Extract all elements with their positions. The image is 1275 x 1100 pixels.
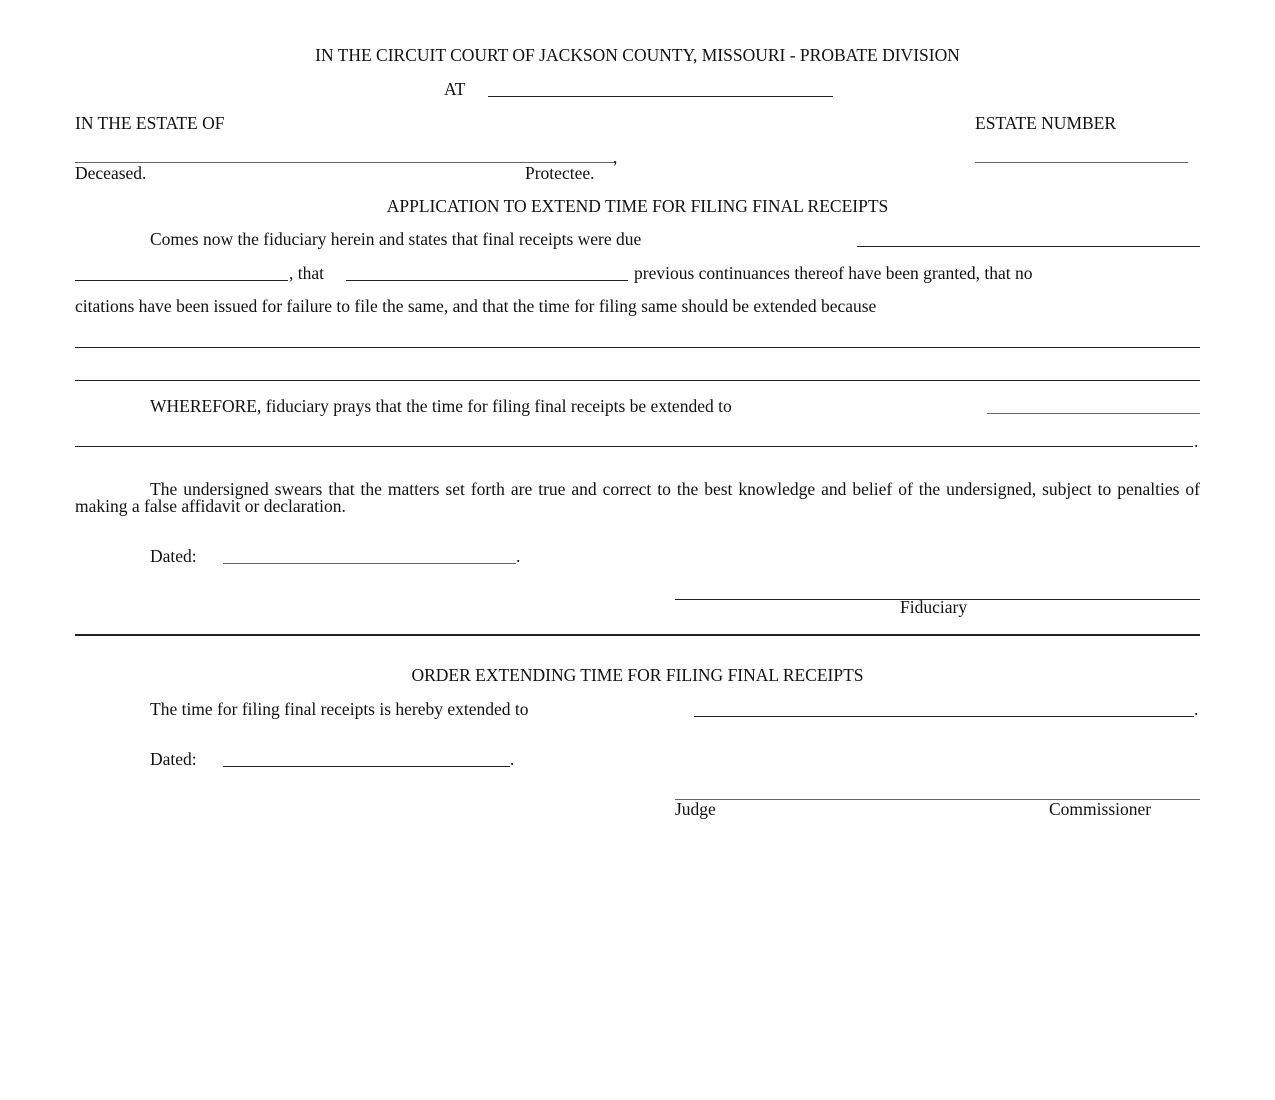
- court-title: IN THE CIRCUIT COURT OF JACKSON COUNTY, MISSOURI - PROBATE DIVISION: [315, 45, 960, 65]
- at-label: AT: [444, 79, 466, 99]
- reason-field-line1[interactable]: [75, 347, 1200, 348]
- para1-start: Comes now the fiduciary herein and states that final receipts were due: [150, 229, 642, 249]
- that-text: , that: [289, 263, 324, 283]
- deceased-label: Deceased.: [75, 163, 147, 183]
- order-dated-label: Dated:: [150, 749, 197, 769]
- estate-name-comma: ,: [613, 147, 618, 167]
- extend-to-field-part2[interactable]: [75, 446, 1193, 447]
- protectee-label: Protectee.: [525, 163, 595, 183]
- due-date-field-part2[interactable]: [75, 280, 288, 281]
- oath-text: The undersigned swears that the matters set forth are true and correct to the best knowledge and belief of the undersigned, subject to penalties of making a false affidavit or declaration.: [75, 479, 1200, 516]
- application-dated-label: Dated:: [150, 546, 197, 566]
- due-date-field-part1[interactable]: [857, 246, 1200, 247]
- application-dated-field[interactable]: [223, 563, 516, 564]
- order-title: ORDER EXTENDING TIME FOR FILING FINAL RECEIPTS: [411, 665, 864, 685]
- application-title: APPLICATION TO EXTEND TIME FOR FILING FINAL RECEIPTS: [386, 196, 889, 216]
- para1-mid: previous continuances thereof have been granted, that no: [634, 263, 1033, 283]
- application-dated-period: .: [516, 546, 521, 566]
- fiduciary-label: Fiduciary: [900, 597, 968, 617]
- estate-number-label: ESTATE NUMBER: [975, 113, 1117, 133]
- order-extended-period: .: [1194, 699, 1199, 719]
- at-location-field[interactable]: [488, 96, 833, 97]
- order-extended-text: The time for filing final receipts is hereby extended to: [150, 699, 529, 719]
- estate-number-field[interactable]: [975, 162, 1188, 163]
- order-dated-period: .: [510, 749, 515, 769]
- extend-to-period: .: [1194, 431, 1199, 451]
- para1-end: citations have been issued for failure to file the same, and that the time for filing same should be extended because: [75, 296, 877, 316]
- continuances-count-field[interactable]: [346, 280, 628, 281]
- judge-label: Judge: [675, 799, 716, 819]
- reason-field-line2[interactable]: [75, 380, 1200, 381]
- order-extended-to-field[interactable]: [694, 716, 1194, 717]
- extend-to-field-part1[interactable]: [987, 413, 1200, 414]
- commissioner-label: Commissioner: [1049, 799, 1152, 819]
- estate-of-label: IN THE ESTATE OF: [75, 113, 225, 133]
- order-dated-field[interactable]: [223, 766, 510, 767]
- wherefore-text: WHEREFORE, fiduciary prays that the time for filing final receipts be extended to: [150, 396, 732, 416]
- section-divider: [75, 634, 1200, 636]
